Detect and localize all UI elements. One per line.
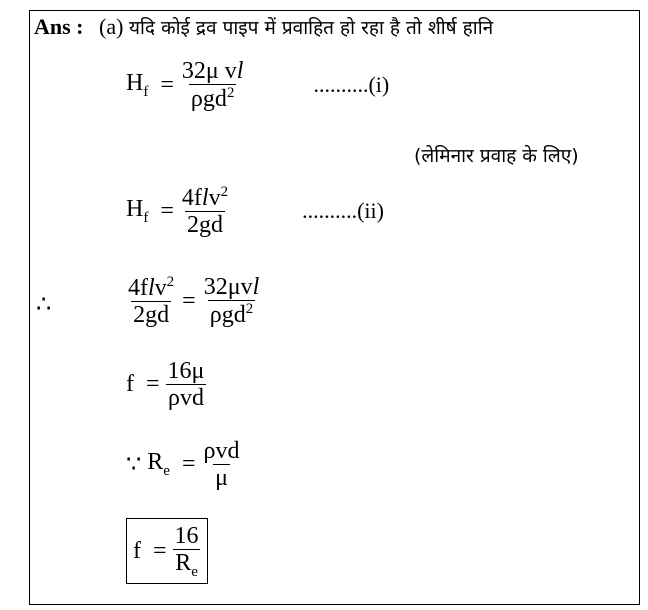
equation-4: f = $\frac{16\mu}{\text{ρvd}}$ [126, 358, 205, 412]
header-text: यदि कोई द्रव पाइप में प्रवाहित हो रहा है तो शीर्ष हानि [128, 17, 494, 39]
laminar-note: (लेमिनार प्रवाह के लिए) [414, 145, 579, 167]
because-symbol: ∵ [126, 452, 142, 479]
eq2-tag: ..........(ii) [302, 198, 384, 224]
answer-header [34, 14, 493, 40]
equation-1: $H_f$ = $\frac{\text{32μ vl}}{\rho gd^2}$ ..........(i) [126, 58, 390, 113]
equation-3: $\frac{4flv^2}{2gd}$ = $\frac{\text{32μvl}}{\rho gd^2}$ [128, 274, 260, 329]
eq2-fraction: $\frac{4flv^2}{2gd}$ [181, 184, 229, 239]
eq6-fraction: $\frac{16}{R_e}$ [174, 523, 199, 581]
eq1-lhs: $H_f$ [126, 69, 149, 100]
eq4-fraction: $\frac{16\mu}{\text{ρvd}}$ [167, 358, 205, 412]
therefore-symbol: ∴ [36, 292, 52, 318]
eq5-fraction: $\frac{\text{ρvd}}{\mu}$ [203, 438, 240, 492]
equation-5: ∵ $R_e$ = $\frac{\text{ρvd}}{\mu}$ [126, 438, 240, 492]
eq1-tag: ..........(i) [313, 72, 390, 98]
part-label: (a) [99, 14, 124, 39]
final-result-box: f = $\frac{16}{R_e}$ [126, 518, 208, 584]
eq1-fraction: $\frac{\text{32μ vl}}{\rho gd^2}$ [181, 58, 244, 113]
equation-2: $H_f$ = $\frac{4flv^2}{2gd}$ ..........(ii) [126, 184, 384, 239]
ans-label: Ans : [34, 14, 84, 39]
eq3-right-fraction: $\frac{\text{32μvl}}{\rho gd^2}$ [203, 274, 260, 329]
eq3-left-fraction: $\frac{4flv^2}{2gd}$ [128, 274, 175, 329]
eq2-lhs: $H_f$ [126, 195, 149, 226]
